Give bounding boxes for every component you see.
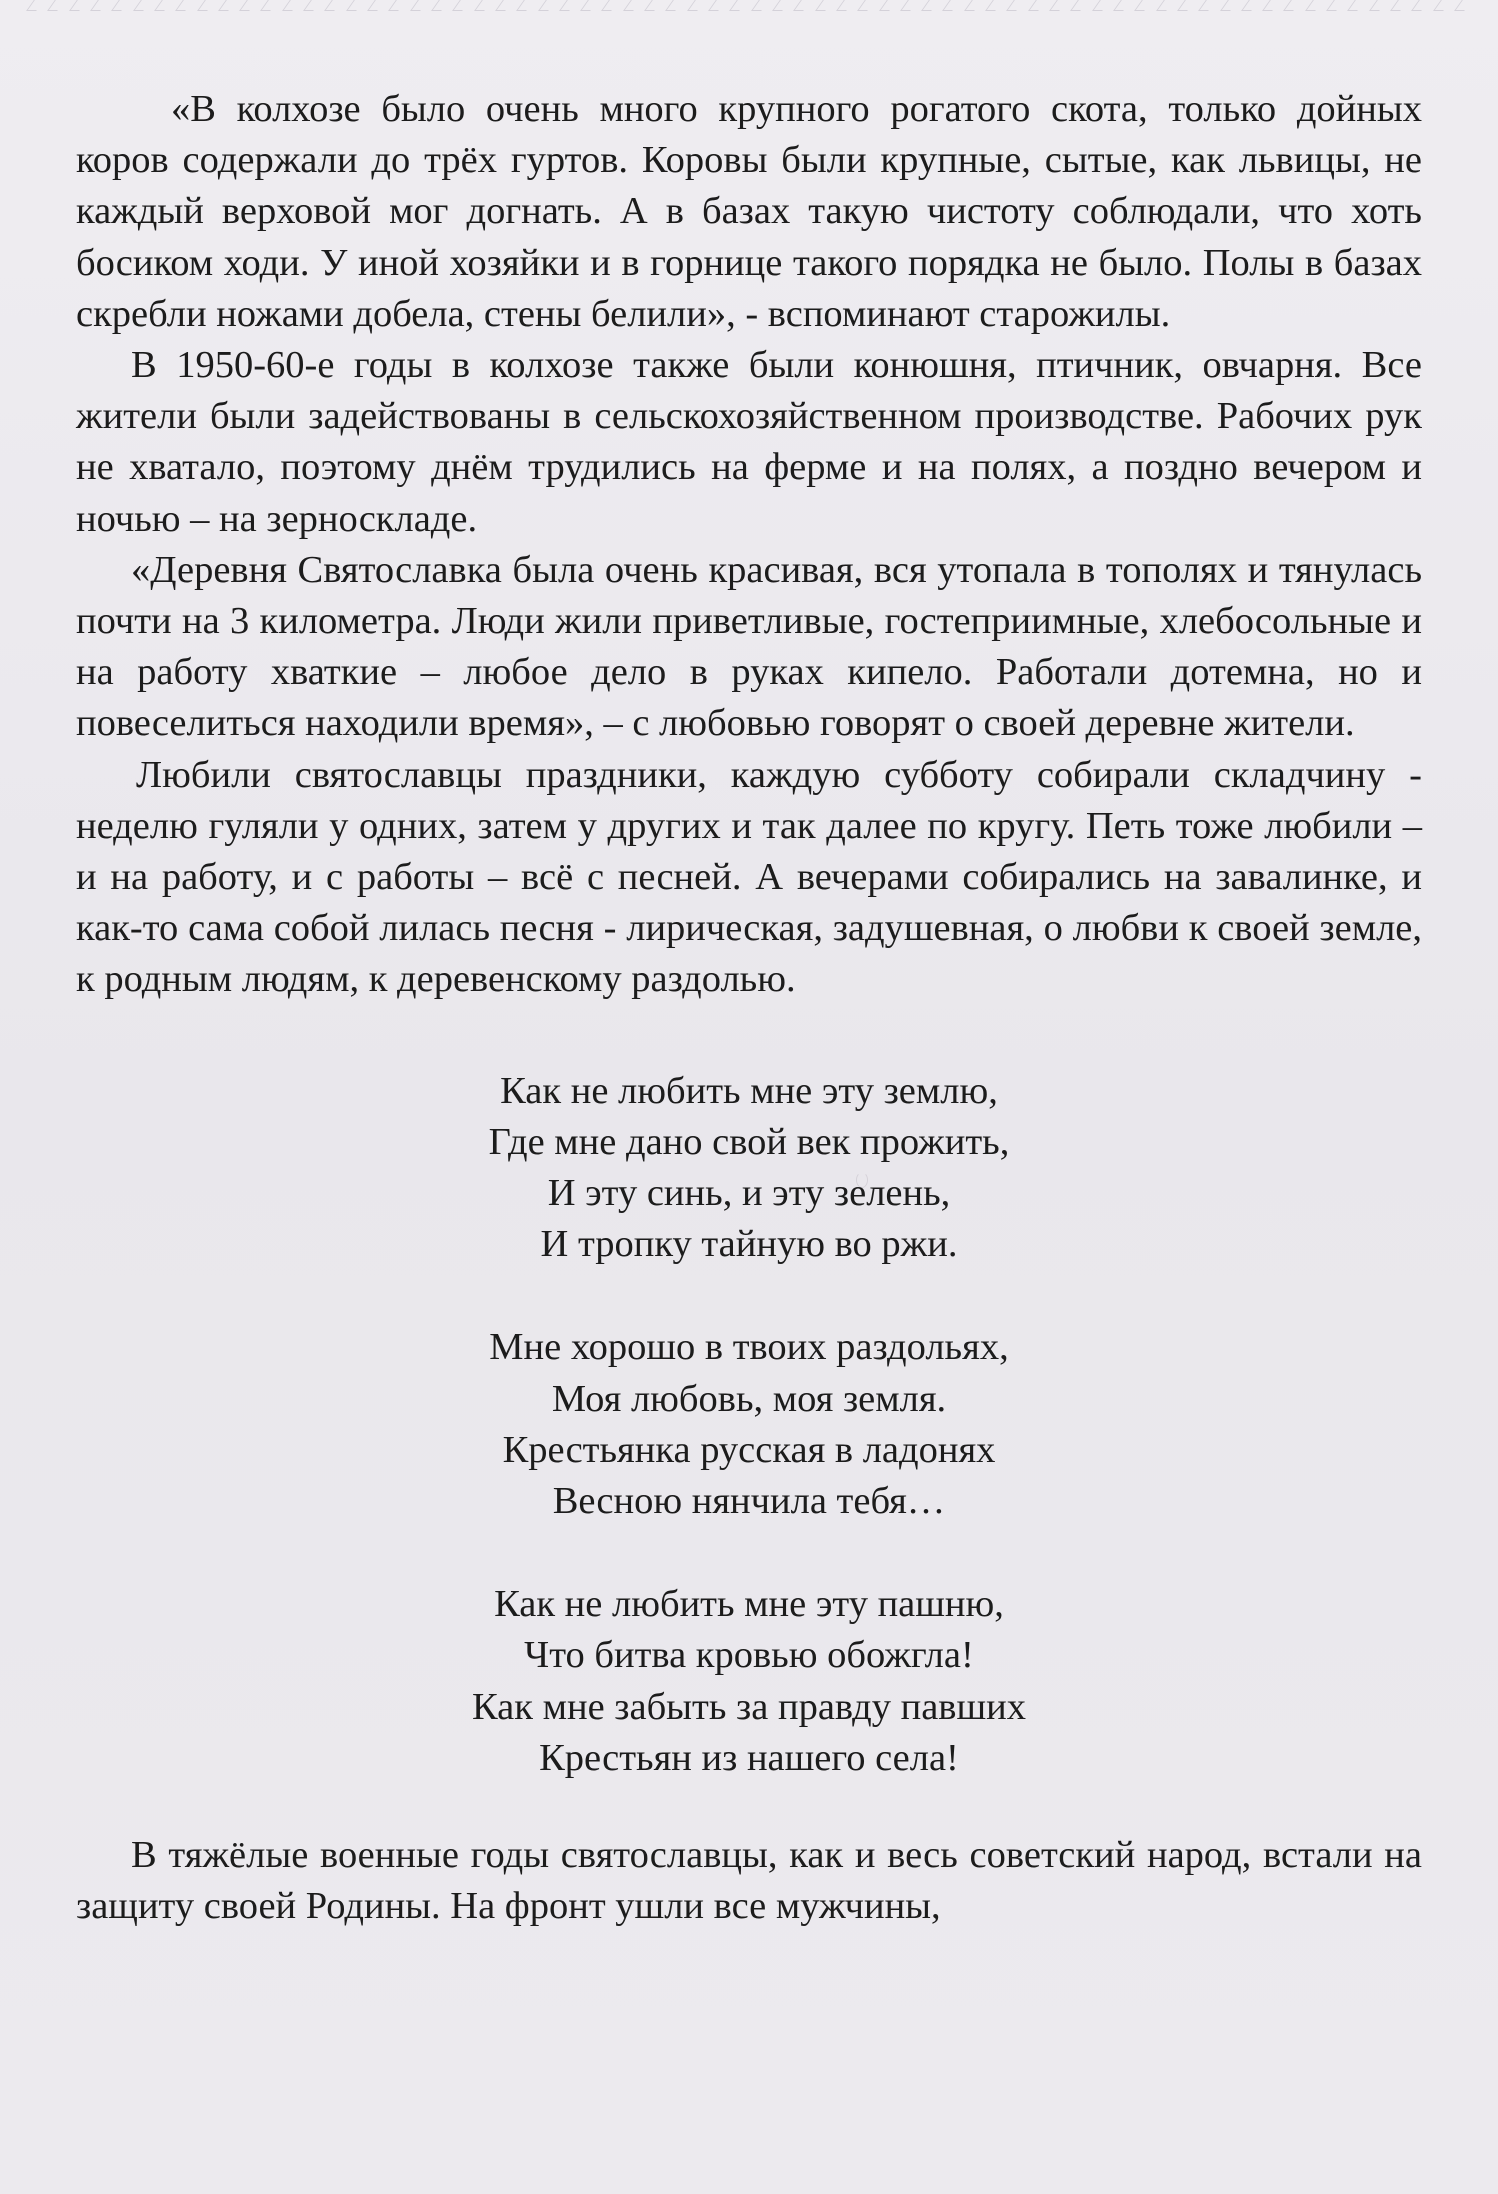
poem-line: Крестьянка русская в ладонях xyxy=(502,1428,996,1471)
poem-line: И эту синь, и эту зелень, xyxy=(547,1172,951,1215)
poem-line: Весною нянчила тебя… xyxy=(552,1480,946,1523)
poem-line: Как мне забыть за правду павших xyxy=(472,1685,1026,1728)
poem-line: Моя любовь, моя земля. xyxy=(551,1377,947,1420)
paragraph-village-description: «Деревня Святославка была очень красивая, вся утопала в тополях и тянулась почти на 3 километра. Люди жили приветливые, гостеприимные, хлебосольные и на работу хваткие – любое дело в руках кипело. Работали дотемна, но и повеселиться находили время», – с любовью говорят о своей деревне жители. xyxy=(76,548,1422,745)
paragraph-1950s-farm: В 1950-60-е годы в колхозе также были конюшня, птичник, овчарня. Все жители были задействованы в сельскохозяйственном производстве. Рабочих рук не хватало, поэтому днём трудились на ферме и на полях, а поздно вечером и ночью – на зерноскладе. xyxy=(76,344,1422,540)
poem-line: Как не любить мне эту землю, xyxy=(500,1069,998,1112)
poem-line: Что битва кровью обожгла! xyxy=(524,1634,974,1677)
poem-stanza xyxy=(76,1322,1422,1527)
poem-line: Как не любить мне эту пашню, xyxy=(494,1583,1004,1626)
paragraph-holidays-songs: Любили святославцы праздники, каждую субботу собирали складчину - неделю гуляли у одних, затем у других и так далее по кругу. Петь тоже любили – и на работу, и с работы – всё с песней. А вечерами собирались на завалинке, и как-то сама собой лилась песня - лирическая, задушевная, о любви к своей земле, к родным людям, к деревенскому раздолью. xyxy=(76,753,1422,1001)
poem-line: Крестьян из нашего села! xyxy=(539,1736,959,1779)
poem-stanza xyxy=(76,1066,1422,1271)
paragraph-war-years: В тяжёлые военные годы святославцы, как и весь советский народ, встали на защиту своей Родины. На фронт ушли все мужчины, xyxy=(76,1834,1422,1928)
poem-line: Где мне дано свой век прожить, xyxy=(488,1120,1010,1163)
poem-stanza xyxy=(76,1579,1422,1784)
poem xyxy=(76,1066,1422,1784)
document-body xyxy=(76,84,1422,1933)
paragraph-kolkhoz-cattle: «В колхозе было очень много крупного рогатого скота, только дойных коров содержали до трёх гуртов. Коровы были крупные, сытые, как львицы, не каждый верховой мог догнать. А в базах такую чистоту соблюдали, что хоть босиком ходи. У иной хозяйки и в горнице такого порядка не было. Полы в базах скребли ножами добела, стены белили», - вспоминают старожилы. xyxy=(76,88,1422,335)
spiral-binding-marks xyxy=(30,0,1468,14)
poem-line: Мне хорошо в твоих раздольях, xyxy=(489,1326,1009,1369)
poem-line: И тропку тайную во ржи. xyxy=(540,1223,958,1266)
